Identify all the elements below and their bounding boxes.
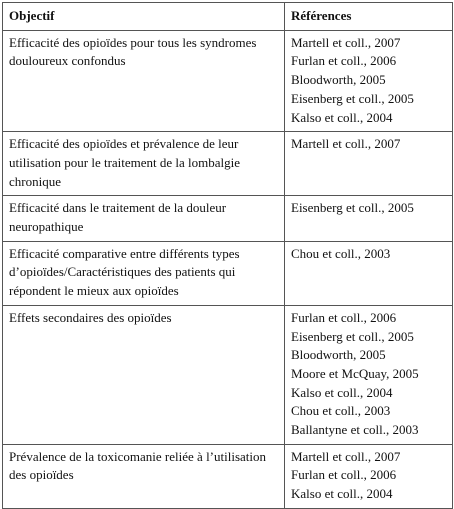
references-cell: [285, 305, 453, 444]
references-list: [291, 34, 446, 128]
reference-item: Chou et coll., 2003: [291, 403, 391, 419]
references-cell: [285, 444, 453, 508]
table-row: [3, 305, 453, 444]
table-row: [3, 444, 453, 508]
references-list: [291, 135, 446, 154]
table-row: [3, 196, 453, 241]
objectif-cell: [3, 30, 285, 132]
references-list: [291, 199, 446, 218]
reference-item: Chou et coll., 2003: [291, 245, 391, 261]
reference-item: Martell et coll., 2007: [291, 448, 401, 464]
references-list: [291, 245, 446, 264]
reference-item: Eisenberg et coll., 2005: [291, 200, 414, 216]
references-cell: [285, 241, 453, 305]
reference-item: Kalso et coll., 2004: [291, 486, 393, 502]
header-references: Références: [285, 3, 453, 31]
reference-item: Bloodworth, 2005: [291, 347, 386, 363]
references-cell: [285, 30, 453, 132]
reference-item: Kalso et coll., 2004: [291, 109, 393, 125]
objectif-text: Efficacité des opioïdes et prévalence de leur utilisation pour le traitement de la lombalgie chronique: [9, 136, 241, 189]
reference-item: Eisenberg et coll., 2005: [291, 328, 414, 344]
header-objectif: Objectif: [3, 3, 285, 31]
objectif-cell: [3, 241, 285, 305]
objectives-references-table: [2, 2, 453, 509]
objectif-text: Efficacité comparative entre différents types d’opioïdes/Caractéristiques des patients qui répondent le mieux aux opioïdes: [9, 245, 240, 299]
table-row: [3, 30, 453, 132]
objectif-cell: [3, 132, 285, 196]
objectif-text: Efficacité dans le traitement de la douleur neuropathique: [9, 200, 227, 235]
references-cell: [285, 196, 453, 241]
reference-item: Ballantyne et coll., 2003: [291, 422, 419, 438]
reference-item: Martell et coll., 2007: [291, 34, 401, 50]
reference-item: Moore et McQuay, 2005: [291, 365, 419, 381]
objectif-text: Effets secondaires des opioïdes: [9, 309, 172, 325]
reference-item: Furlan et coll., 2006: [291, 309, 397, 325]
objectif-cell: [3, 444, 285, 508]
objectif-text: Prévalence de la toxicomanie reliée à l’utilisation des opioïdes: [9, 448, 267, 483]
objectif-cell: [3, 305, 285, 444]
references-list: [291, 309, 446, 440]
reference-item: Kalso et coll., 2004: [291, 384, 393, 400]
reference-item: Bloodworth, 2005: [291, 72, 386, 88]
table-header-row: [3, 3, 453, 31]
reference-item: Eisenberg et coll., 2005: [291, 90, 414, 106]
references-cell: [285, 132, 453, 196]
reference-item: Furlan et coll., 2006: [291, 53, 397, 69]
reference-item: Martell et coll., 2007: [291, 136, 401, 152]
table-row: [3, 241, 453, 305]
objectif-text: Efficacité des opioïdes pour tous les syndromes douloureux confondus: [9, 34, 257, 69]
reference-item: Furlan et coll., 2006: [291, 467, 397, 483]
references-list: [291, 448, 446, 504]
objectif-cell: [3, 196, 285, 241]
table-row: [3, 132, 453, 196]
